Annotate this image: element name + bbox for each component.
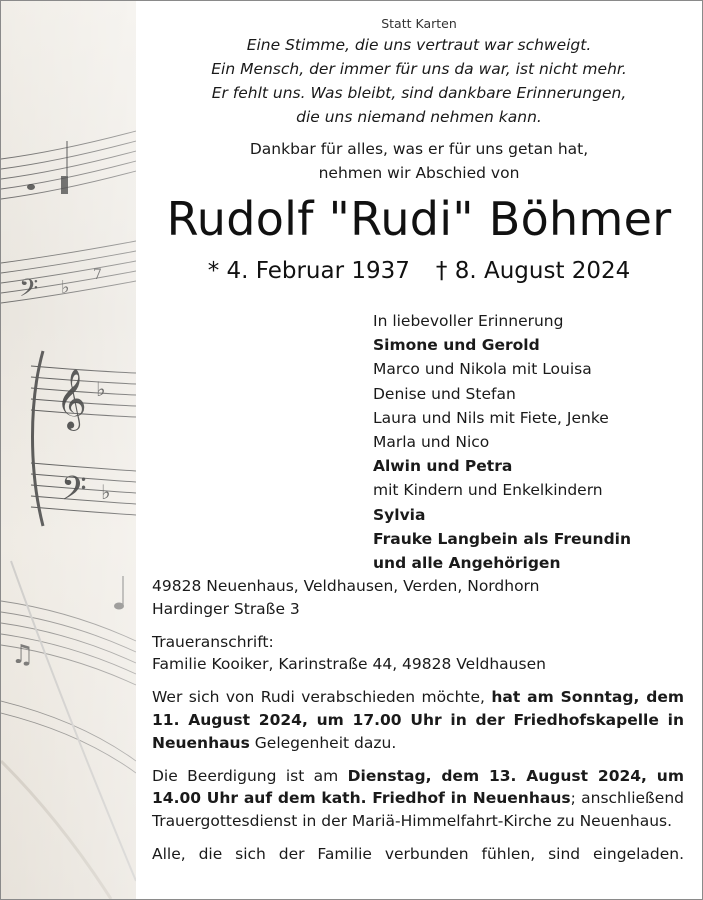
mourner-line: Denise und Stefan bbox=[373, 384, 516, 403]
statt-karten-label: Statt Karten bbox=[381, 16, 457, 31]
poem-line: Er fehlt uns. Was bleibt, sind dankbare Erinnerungen, bbox=[211, 84, 627, 102]
funeral-time-place: Dienstag, dem 13. August 2024, um 14.00 Uhr auf dem kath. Friedhof in Neuenhaus bbox=[152, 766, 684, 808]
funeral-paragraph bbox=[152, 765, 684, 833]
mourner-line: Alwin und Petra bbox=[373, 457, 513, 476]
obituary-content bbox=[136, 1, 702, 899]
mourner-line: Simone und Gerold bbox=[373, 336, 540, 355]
poem-line: Ein Mensch, der immer für uns da war, ist nicht mehr. bbox=[211, 60, 627, 78]
poem-line: die uns niemand nehmen kann. bbox=[296, 108, 542, 126]
sheet-music-image bbox=[1, 1, 136, 899]
mourner-line: In liebevoller Erinnerung bbox=[373, 312, 564, 330]
farewell-text: Wer sich von Rudi verabschieden möchte, bbox=[152, 688, 485, 707]
farewell-paragraph bbox=[152, 686, 684, 754]
mourners-list bbox=[373, 309, 703, 575]
poem-line: Eine Stimme, die uns vertraut war schweigt. bbox=[246, 36, 592, 54]
details-section bbox=[152, 575, 684, 866]
mourner-line: mit Kindern und Enkelkindern bbox=[373, 481, 603, 500]
funeral-text: Die Beerdigung ist am bbox=[152, 766, 339, 785]
mourner-line: und alle Angehörigen bbox=[373, 554, 561, 573]
deceased-name: Rudolf "Rudi" Böhmer bbox=[166, 192, 672, 246]
poem bbox=[136, 33, 702, 129]
mourner-line: Marla und Nico bbox=[373, 433, 490, 452]
sheet-music-illustration bbox=[1, 1, 136, 899]
birth-date: * 4. Februar 1937 bbox=[207, 258, 410, 284]
farewell-time-place: hat am Sonntag, dem 11. August 2024, um 17.00 Uhr in der Friedhofskapelle in Neuenhaus bbox=[152, 688, 684, 752]
trauer-address bbox=[152, 631, 684, 677]
thanks-text bbox=[136, 137, 702, 185]
mourner-line: Laura und Nils mit Fiete, Jenke bbox=[373, 408, 609, 427]
thanks-line: nehmen wir Abschied von bbox=[318, 164, 520, 182]
address-line: Hardinger Straße 3 bbox=[152, 599, 300, 618]
intro-section bbox=[136, 15, 702, 185]
thanks-line: Dankbar für alles, was er für uns getan hat, bbox=[249, 140, 589, 158]
trauer-label: Traueranschrift: bbox=[152, 632, 274, 651]
family-address bbox=[152, 575, 684, 621]
life-dates bbox=[136, 256, 702, 286]
address-line: 49828 Neuenhaus, Veldhausen, Verden, Nordhorn bbox=[152, 577, 540, 595]
mourner-line: Sylvia bbox=[373, 505, 426, 524]
funeral-text-end: ; anschließend Trauergottesdienst in der Mariä-Himmelfahrt-Kirche zu Neuenhaus. bbox=[152, 789, 684, 831]
farewell-text-end: Gelegenheit dazu. bbox=[254, 733, 397, 752]
death-date: † 8. August 2024 bbox=[435, 258, 631, 284]
trauer-address-line: Familie Kooiker, Karinstraße 44, 49828 Veldhausen bbox=[152, 655, 546, 674]
mourner-line: Marco und Nikola mit Louisa bbox=[373, 360, 592, 379]
closing-line: Alle, die sich der Familie verbunden fühlen, sind eingeladen. bbox=[152, 844, 684, 863]
mourner-line: Frauke Langbein als Freundin bbox=[373, 529, 632, 548]
